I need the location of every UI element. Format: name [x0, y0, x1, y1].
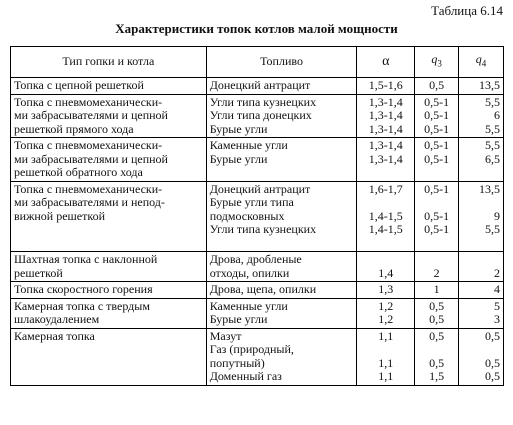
cell-line: 6,5	[485, 151, 500, 166]
cell-q4	[459, 298, 504, 328]
cell-line: 5,5	[485, 222, 500, 236]
cell-line: Донецкий антрацит	[209, 181, 311, 196]
cell-line: подмосковных	[209, 208, 285, 223]
cell-line: 0,5	[429, 312, 445, 326]
cell-line: 1	[433, 282, 440, 296]
cell-line: 1,3-1,4	[368, 94, 403, 109]
cell-line: 1,6-1,7	[368, 181, 403, 196]
cell-line: 0,5	[429, 355, 445, 370]
cell-furnace-type	[11, 94, 207, 138]
cell-line: Шахтная топка с наклонной	[14, 252, 158, 266]
cell-alpha	[357, 282, 415, 299]
cell-line: отходы, опилки	[209, 265, 290, 280]
cell-line: ми забрасывателями и цепной	[14, 108, 168, 122]
cell-line: 0,5	[485, 355, 500, 370]
table-row	[11, 252, 504, 282]
header-type: Тип гопки и котла	[11, 47, 207, 78]
cell-line: Камерная топка с твердым	[14, 298, 150, 313]
cell-line: Мазут	[209, 328, 242, 343]
table-row	[11, 298, 504, 328]
cell-alpha	[357, 138, 415, 182]
cell-line: 1,5-1,6	[368, 78, 403, 92]
cell-furnace-type	[11, 328, 207, 385]
cell-line: Угли типа кузнецких	[209, 94, 317, 109]
cell-line	[462, 196, 500, 210]
cell-fuel	[206, 138, 357, 182]
cell-alpha	[357, 94, 415, 138]
cell-line: Дрова, дробленые	[209, 252, 302, 266]
header-alpha	[357, 47, 415, 78]
cell-line: Доменный газ	[209, 369, 282, 383]
cell-line: 0,5-1	[424, 121, 450, 136]
cell-fuel	[206, 328, 357, 385]
cell-furnace-type	[11, 181, 207, 252]
cell-line: 9	[494, 208, 500, 223]
cell-line: 0,5-1	[424, 138, 450, 152]
cell-q3	[415, 78, 459, 95]
cell-q3	[415, 252, 459, 282]
cell-line: Бурые угли	[209, 151, 268, 166]
table-body	[11, 78, 504, 386]
cell-alpha	[357, 181, 415, 252]
cell-line: Дрова, щепа, опилки	[209, 282, 317, 296]
cell-line: 1,5	[429, 369, 445, 383]
cell-line: Донецкий антрацит	[209, 78, 311, 92]
cell-line	[462, 253, 500, 267]
cell-line: Каменные угли	[209, 138, 288, 152]
cell-line	[462, 166, 500, 180]
cell-q4	[459, 78, 504, 95]
cell-line: 1,2	[378, 298, 394, 313]
cell-line	[210, 237, 354, 251]
table-row	[11, 94, 504, 138]
cell-furnace-type	[11, 282, 207, 299]
cell-fuel	[206, 282, 357, 299]
header-fuel: Топливо	[206, 47, 357, 78]
header-q3-base: q	[431, 52, 438, 67]
cell-line	[360, 237, 411, 251]
cell-line	[418, 343, 455, 357]
cell-line: 1,1	[378, 369, 394, 383]
table-row	[11, 78, 504, 95]
cell-line	[14, 370, 203, 384]
cell-q4	[459, 328, 504, 385]
table-row	[11, 138, 504, 182]
cell-line: Топка скоростного горения	[14, 282, 153, 296]
cell-line: Топка с пневмомеханически-	[14, 94, 163, 109]
cell-line: 0,5-1	[424, 94, 450, 109]
cell-line: 1,4-1,5	[368, 208, 403, 223]
header-alpha-symbol: α	[382, 54, 390, 70]
cell-line	[462, 343, 500, 357]
cell-fuel	[206, 78, 357, 95]
cell-line: 4	[494, 282, 500, 296]
cell-q3	[415, 298, 459, 328]
cell-fuel	[206, 181, 357, 252]
cell-line: Бурые угли	[209, 121, 268, 136]
cell-line: 5,5	[485, 94, 500, 109]
furnace-characteristics-table	[10, 46, 504, 386]
cell-line: 0,5	[485, 328, 500, 343]
cell-line: Топка с цепной решеткой	[14, 78, 144, 92]
cell-q4	[459, 181, 504, 252]
cell-q3	[415, 328, 459, 385]
cell-line	[210, 166, 354, 180]
cell-q3	[415, 94, 459, 138]
cell-line: Топка с пневмомеханически-	[14, 138, 163, 152]
cell-line: Угли типа кузнецких	[209, 222, 317, 236]
cell-line: вижной решеткой	[14, 208, 106, 223]
cell-q3	[415, 181, 459, 252]
cell-line: 5	[494, 298, 500, 313]
cell-alpha	[357, 328, 415, 385]
cell-line: 0,5-1	[424, 151, 450, 166]
cell-line: 2	[494, 265, 500, 280]
cell-q3	[415, 138, 459, 182]
cell-q4	[459, 252, 504, 282]
cell-line: Топка с пневмомеханически-	[14, 181, 163, 196]
cell-fuel	[206, 94, 357, 138]
header-q4	[459, 47, 504, 78]
cell-line: 1,1	[378, 355, 394, 370]
cell-alpha	[357, 252, 415, 282]
cell-furnace-type	[11, 138, 207, 182]
cell-line	[418, 196, 455, 210]
cell-alpha	[357, 298, 415, 328]
cell-line: 6	[494, 108, 500, 122]
cell-line	[14, 343, 203, 357]
cell-line: 1,2	[378, 312, 394, 326]
header-q3	[415, 47, 459, 78]
cell-fuel	[206, 298, 357, 328]
table-title: Характеристики топок котлов малой мощности	[115, 21, 398, 36]
cell-line: Угли типа донецких	[209, 108, 312, 122]
cell-line	[14, 357, 203, 371]
cell-q3	[415, 282, 459, 299]
cell-line: 1,3	[378, 282, 394, 296]
cell-line: Камерная топка	[14, 328, 95, 343]
cell-line	[462, 237, 500, 251]
cell-line: попутный)	[209, 355, 265, 370]
cell-line: 0,5-1	[424, 222, 450, 236]
header-q3-sub: 3	[437, 58, 442, 69]
cell-line: 0,5	[429, 298, 445, 313]
cell-line: 0,5-1	[424, 108, 450, 122]
cell-line: 1,3-1,4	[368, 121, 403, 136]
cell-line	[360, 166, 411, 180]
cell-line	[360, 253, 411, 267]
cell-furnace-type	[11, 252, 207, 282]
cell-line: Бурые угли типа	[209, 195, 294, 209]
cell-q4	[459, 94, 504, 138]
cell-line: решеткой	[14, 265, 63, 280]
cell-line: ми забрасывателями и цепной	[14, 151, 168, 166]
cell-line: 2	[433, 265, 440, 280]
cell-line	[14, 223, 203, 237]
cell-fuel	[206, 252, 357, 282]
cell-line: 0,5-1	[424, 208, 450, 223]
header-q4-sub: 4	[481, 58, 487, 69]
cell-line: 13,5	[479, 78, 500, 92]
cell-line: Бурые угли	[209, 312, 268, 326]
cell-q4	[459, 282, 504, 299]
cell-line: 0,5	[429, 78, 445, 92]
cell-alpha	[357, 78, 415, 95]
cell-line: 1,4	[378, 265, 394, 280]
cell-line: ми забрасывателями и непод-	[14, 195, 165, 209]
cell-line: 5,5	[485, 138, 500, 152]
cell-line: решеткой обратного хода	[14, 165, 143, 179]
cell-line: 3	[494, 312, 500, 326]
cell-line	[418, 237, 455, 251]
cell-line	[360, 196, 411, 210]
table-row	[11, 181, 504, 252]
cell-q4	[459, 138, 504, 182]
cell-line: 13,5	[479, 181, 500, 196]
cell-line: 0,5	[429, 328, 445, 343]
cell-line: Газ (природный,	[209, 342, 294, 356]
cell-line: 0,5	[485, 369, 500, 383]
cell-furnace-type	[11, 78, 207, 95]
table-number: Таблица 6.14	[431, 3, 503, 18]
table-row	[11, 282, 504, 299]
header-q4-base: q	[475, 52, 482, 67]
cell-line: 5,5	[485, 121, 500, 136]
cell-line: 0,5-1	[424, 181, 450, 196]
cell-furnace-type	[11, 298, 207, 328]
cell-line: 1,1	[378, 328, 394, 343]
cell-line: 1,3-1,4	[368, 108, 403, 122]
cell-line: 1,3-1,4	[368, 151, 403, 166]
cell-line	[418, 166, 455, 180]
cell-line: шлакоудалением	[14, 312, 100, 326]
cell-line: решеткой прямого хода	[14, 121, 134, 136]
header-row	[11, 47, 504, 78]
cell-line	[418, 253, 455, 267]
table-row	[11, 328, 504, 385]
cell-line: 1,3-1,4	[368, 138, 403, 152]
cell-line: 1,4-1,5	[368, 222, 403, 236]
cell-line	[360, 343, 411, 357]
cell-line: Каменные угли	[209, 298, 288, 313]
cell-line	[14, 237, 203, 251]
